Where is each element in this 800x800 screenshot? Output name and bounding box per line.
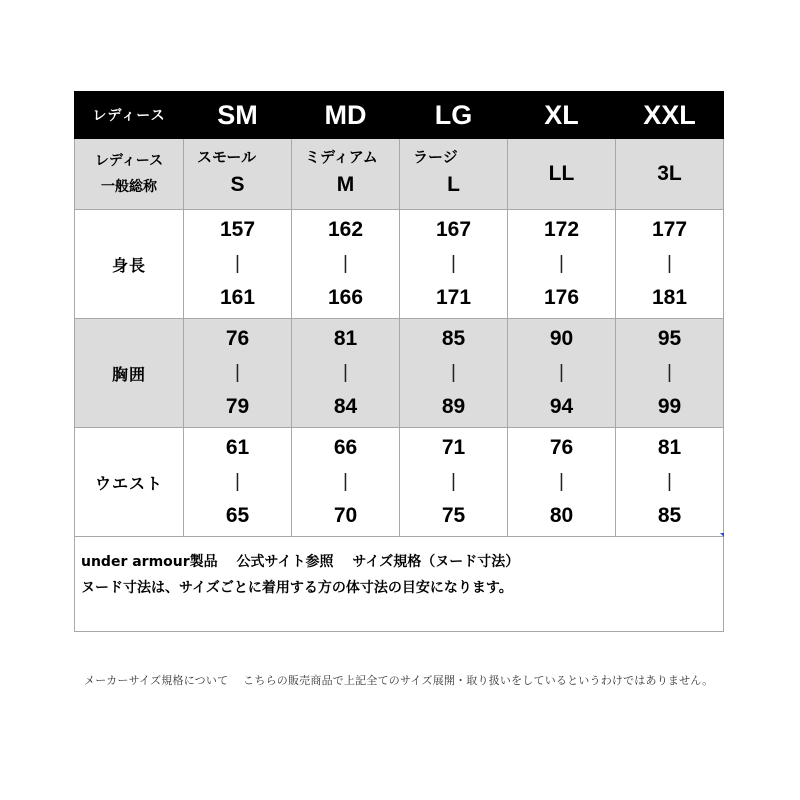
size-code-lg: LG	[400, 92, 508, 139]
general-size-kana: ミディアム	[305, 148, 378, 166]
height-cell-md	[292, 210, 400, 319]
range-max: 65	[225, 504, 250, 527]
waist-cell-xxl	[616, 428, 724, 537]
height-cell-xl	[508, 210, 616, 319]
range-min: 90	[549, 327, 574, 350]
footnote-text: メーカーサイズ規格について こちらの販売商品で上記全てのサイズ展開・取り扱いをしているというわけではありません。	[84, 674, 714, 687]
general-size-cell-xxl	[616, 139, 724, 210]
note-line-2: ヌード寸法は、サイズごとに着用する方の体寸法の目安になります。	[81, 580, 513, 596]
range-separator: |	[235, 471, 240, 492]
range-separator: |	[451, 253, 456, 274]
range-separator: |	[667, 471, 672, 492]
note-row	[75, 537, 724, 632]
waist-cell-xl	[508, 428, 616, 537]
corner-marker	[720, 533, 724, 537]
chest-cell-sm	[184, 319, 292, 428]
general-size-cell-sm	[184, 139, 292, 210]
size-code-xl: XL	[508, 92, 616, 139]
chest-cell-md	[292, 319, 400, 428]
range-min: 81	[657, 436, 682, 459]
note-cell	[75, 537, 724, 632]
range-max: 161	[219, 286, 256, 309]
general-size-label	[75, 139, 184, 210]
range-max: 99	[657, 395, 682, 418]
range-separator: |	[235, 362, 240, 383]
chest-row	[75, 319, 724, 428]
note-line-1: under armour製品 公式サイト参照 サイズ規格（ヌード寸法）	[81, 554, 520, 570]
general-size-letter: S	[230, 173, 245, 196]
range-max: 176	[543, 286, 580, 309]
range-min: 76	[549, 436, 574, 459]
size-chart-table	[74, 91, 724, 632]
chest-cell-xxl	[616, 319, 724, 428]
size-code-sm: SM	[184, 92, 292, 139]
waist-label: ウエスト	[75, 428, 184, 537]
size-code-md: MD	[292, 92, 400, 139]
waist-cell-md	[292, 428, 400, 537]
range-separator: |	[343, 471, 348, 492]
general-size-letter: 3L	[657, 162, 682, 185]
range-min: 172	[543, 218, 580, 241]
range-max: 80	[549, 504, 574, 527]
range-min: 157	[219, 218, 256, 241]
range-separator: |	[559, 253, 564, 274]
range-max: 75	[441, 504, 466, 527]
height-cell-sm	[184, 210, 292, 319]
range-min: 162	[327, 218, 364, 241]
range-max: 79	[225, 395, 250, 418]
range-max: 85	[657, 504, 682, 527]
size-code-xxl: XXL	[616, 92, 724, 139]
chest-cell-xl	[508, 319, 616, 428]
range-max: 70	[333, 504, 358, 527]
range-min: 177	[651, 218, 688, 241]
range-max: 84	[333, 395, 358, 418]
height-cell-xxl	[616, 210, 724, 319]
waist-row	[75, 428, 724, 537]
general-size-row	[75, 139, 724, 210]
range-min: 61	[225, 436, 250, 459]
general-size-cell-xl	[508, 139, 616, 210]
range-min: 85	[441, 327, 466, 350]
range-min: 66	[333, 436, 358, 459]
range-separator: |	[559, 471, 564, 492]
waist-cell-lg	[400, 428, 508, 537]
range-separator: |	[343, 253, 348, 274]
waist-cell-sm	[184, 428, 292, 537]
range-separator: |	[667, 362, 672, 383]
range-separator: |	[667, 253, 672, 274]
general-size-cell-md	[292, 139, 400, 210]
range-max: 166	[327, 286, 364, 309]
range-max: 171	[435, 286, 472, 309]
range-separator: |	[451, 362, 456, 383]
height-row	[75, 210, 724, 319]
general-size-label-line2: 一般総称	[101, 179, 157, 195]
range-separator: |	[235, 253, 240, 274]
range-max: 181	[651, 286, 688, 309]
general-size-letter: L	[447, 173, 460, 196]
height-label: 身長	[75, 210, 184, 319]
general-size-letter: LL	[548, 162, 575, 185]
general-size-cell-lg	[400, 139, 508, 210]
general-size-letter: M	[336, 173, 355, 196]
range-separator: |	[343, 362, 348, 383]
range-separator: |	[559, 362, 564, 383]
range-min: 95	[657, 327, 682, 350]
range-separator: |	[451, 471, 456, 492]
chest-label: 胸囲	[75, 319, 184, 428]
range-min: 71	[441, 436, 466, 459]
general-size-label-line1: レディース	[94, 153, 164, 169]
range-max: 89	[441, 395, 466, 418]
height-cell-lg	[400, 210, 508, 319]
general-size-kana: ラージ	[413, 148, 458, 166]
general-size-kana: スモール	[197, 148, 257, 166]
range-min: 167	[435, 218, 472, 241]
range-max: 94	[549, 395, 574, 418]
header-label: レディース	[75, 92, 184, 139]
range-min: 76	[225, 327, 250, 350]
size-header-row	[75, 92, 724, 139]
range-min: 81	[333, 327, 358, 350]
chest-cell-lg	[400, 319, 508, 428]
